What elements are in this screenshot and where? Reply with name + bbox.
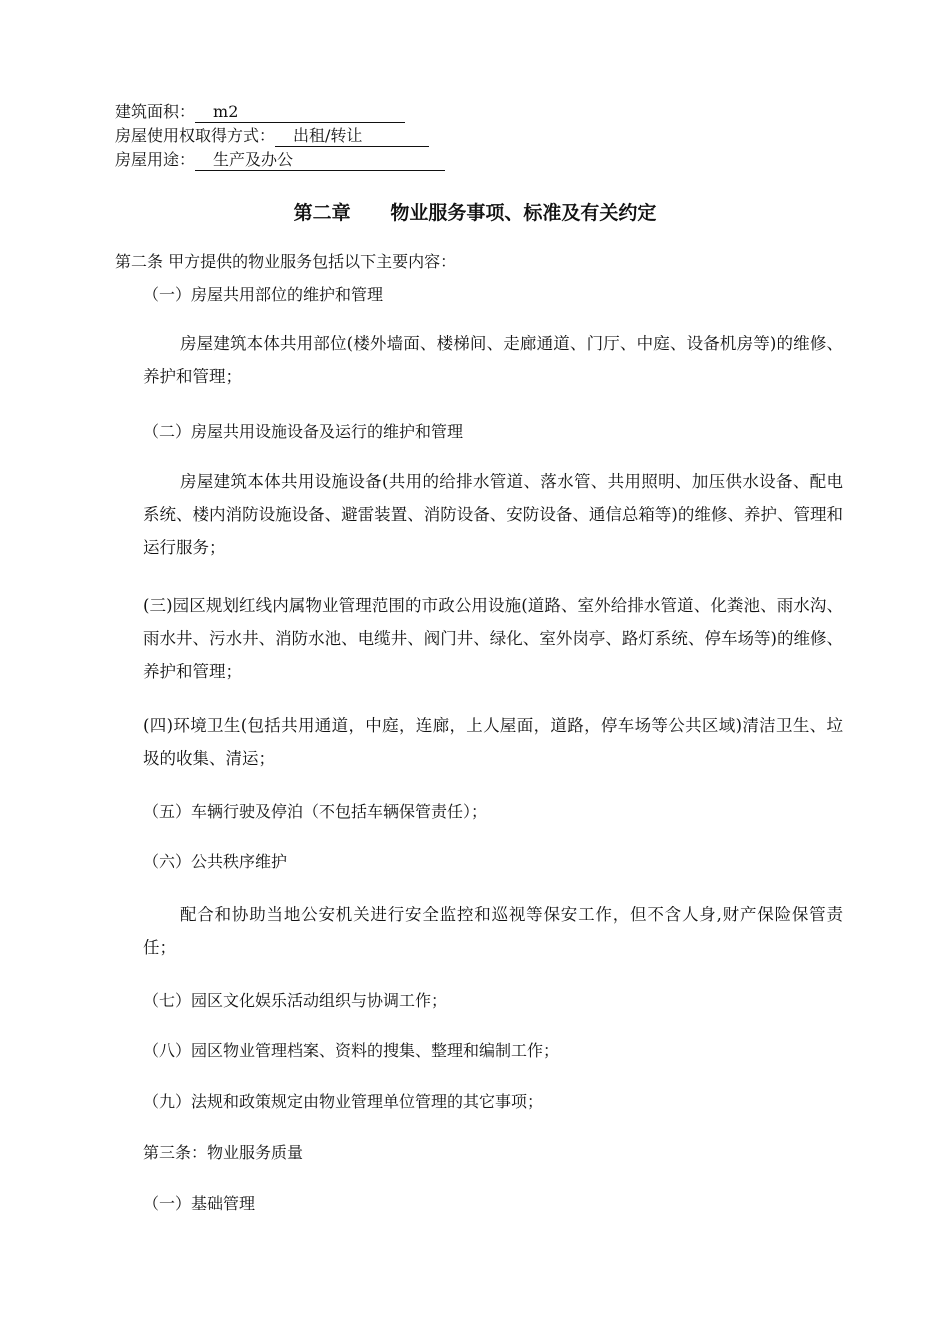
- item1-heading: （一）房屋共用部位的维护和管理: [143, 285, 384, 304]
- item1-body: 房屋建筑本体共用部位(楼外墙面、楼梯间、走廊通道、门厅、中庭、设备机房等)的维修、养护和管理；: [143, 334, 843, 386]
- usage-label: 房屋用途：: [115, 150, 196, 169]
- item7: （七）园区文化娱乐活动组织与协调工作；: [143, 991, 448, 1010]
- building-area-value: m2: [195, 102, 405, 123]
- item2-body: 房屋建筑本体共用设施设备(共用的给排水管道、落水管、共用照明、加压供水设备、配电系统、楼内消防设施设备、避雷装置、消防设备、安防设备、通信总箱等)的维修、养护、管理和运行服务；: [143, 472, 843, 557]
- acquisition-method-field: [115, 124, 429, 148]
- building-area-field: [115, 100, 405, 124]
- item4: (四)环境卫生(包括共用通道，中庭，连廊，上人屋面，道路，停车场等公共区域)清洁卫生、垃圾的收集、清运；: [143, 716, 843, 768]
- article3-title: 第三条：物业服务质量: [143, 1143, 304, 1162]
- building-area-label: 建筑面积：: [115, 102, 196, 121]
- article3-item1: （一）基础管理: [143, 1194, 256, 1213]
- item8: （八）园区物业管理档案、资料的搜集、整理和编制工作；: [143, 1041, 560, 1060]
- acquisition-method-label: 房屋使用权取得方式：: [115, 126, 276, 145]
- acquisition-method-value: 出租/转让: [275, 126, 429, 147]
- chapter-title: 第二章 物业服务事项、标准及有关约定: [293, 202, 657, 224]
- item6-body: 配合和协助当地公安机关进行安全监控和巡视等保安工作，但不含人身,财产保险保管责任；: [143, 905, 843, 957]
- usage-field: [115, 148, 445, 172]
- item5: （五）车辆行驶及停泊（不包括车辆保管责任）；: [143, 802, 488, 821]
- item9: （九）法规和政策规定由物业管理单位管理的其它事项；: [143, 1092, 544, 1111]
- item6-heading: （六）公共秩序维护: [143, 852, 288, 871]
- article2-title: 第二条 甲方提供的物业服务包括以下主要内容：: [115, 252, 457, 271]
- usage-value: 生产及办公: [195, 150, 445, 171]
- item3: (三)园区规划红线内属物业管理范围的市政公用设施(道路、室外给排水管道、化粪池、雨水沟、雨水井、污水井、消防水池、电缆井、阀门井、绿化、室外岗亭、路灯系统、停车场等)的维修、养护和管理；: [143, 596, 843, 681]
- item2-heading: （二）房屋共用设施设备及运行的维护和管理: [143, 422, 464, 441]
